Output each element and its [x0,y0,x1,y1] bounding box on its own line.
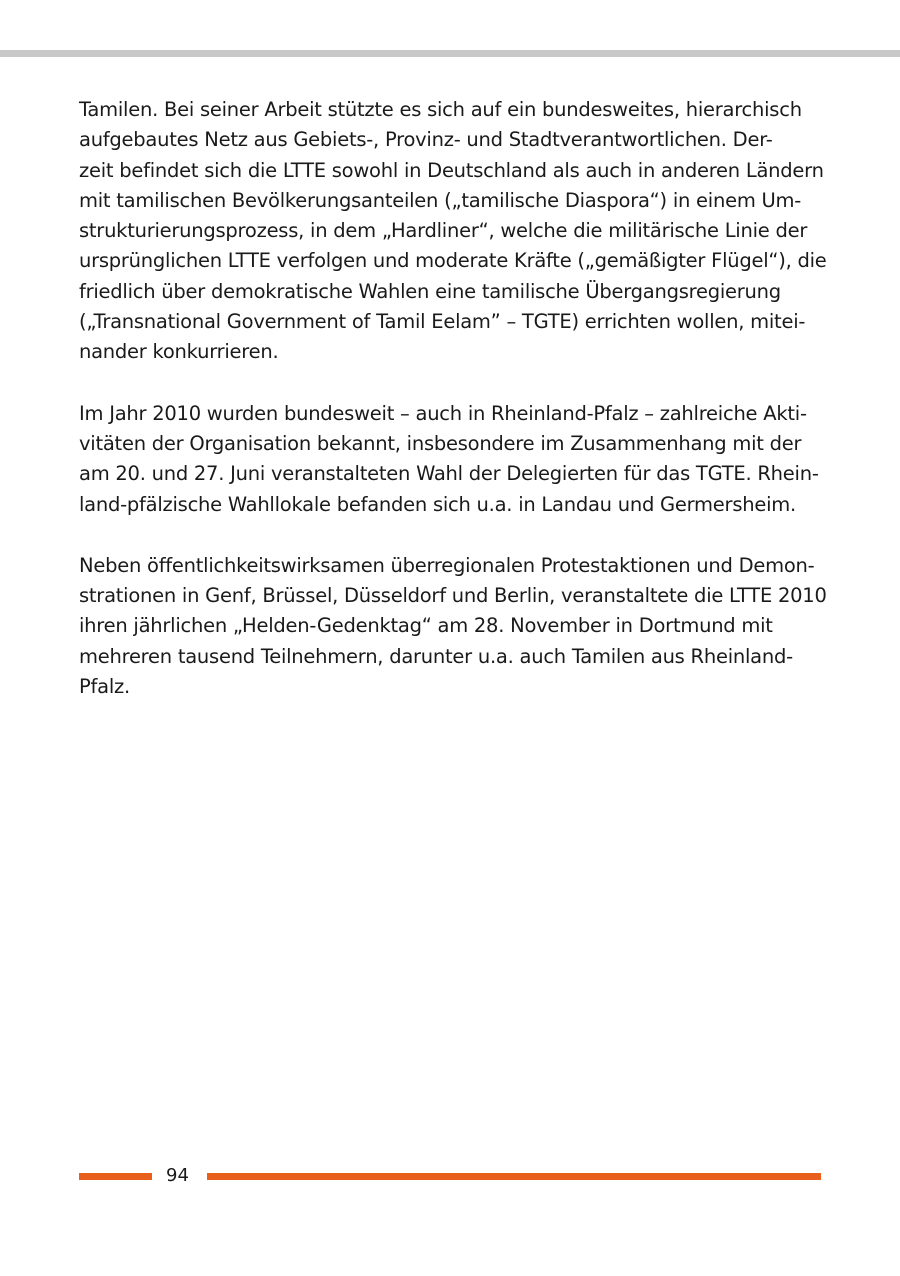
footer-rule-left [79,1173,152,1180]
text-line: land-pfälzische Wahllokale befanden sich u.a. in Landau und Germersheim. [79,492,796,516]
text-line: Tamilen. Bei seiner Arbeit stützte es sich auf ein bundesweites, hierarchisch [79,98,802,121]
text-line: aufgebautes Netz aus Gebiets-, Provinz- und Stadtverantwortlichen. Der- [79,128,773,152]
text-line: Im Jahr 2010 wurden bundesweit – auch in Rheinland-Pfalz – zahlreiche Akti- [79,401,807,425]
paragraph [79,399,824,520]
footer-rule-right [207,1173,821,1180]
text-line: Pfalz. [79,675,130,699]
page-footer [79,1164,821,1188]
text-line: ursprünglichen LTTE verfolgen und moderate Kräfte („gemäßigter Flügel“), die [79,249,827,273]
text-line: nander konkurrieren. [79,340,279,364]
text-line: zeit befindet sich die LTTE sowohl in Deutschland als auch in anderen Ländern [79,158,824,182]
text-line: mit tamilischen Bevölkerungsanteilen („tamilische Diaspora“) in einem Um- [79,188,802,212]
text-line: am 20. und 27. Juni veranstalteten Wahl der Delegierten für das TGTE. Rhein- [79,462,819,486]
text-line: ihren jährlichen „Helden-Gedenktag“ am 28. November in Dortmund mit [79,614,773,638]
page-content [79,95,827,733]
text-line: strationen in Genf, Brüssel, Düsseldorf und Berlin, veranstaltete die LTTE 2010 [79,584,827,608]
paragraph [79,95,827,368]
top-rule [0,50,900,57]
paragraph [79,551,827,702]
text-line: Neben öffentlichkeitswirksamen überregionalen Protestaktionen und Demon- [79,553,815,577]
text-line: („Transnational Government of Tamil Eelam” – TGTE) errichten wollen, mitei- [79,310,806,334]
page-number: 94 [166,1165,189,1186]
text-line: friedlich über demokratische Wahlen eine tamilische Übergangsregierung [79,279,781,303]
text-line: strukturierungsprozess, in dem „Hardliner“, welche die militärische Linie der [79,219,808,243]
text-line: mehreren tausend Teilnehmern, darunter u.a. auch Tamilen aus Rheinland- [79,644,793,668]
text-line: vitäten der Organisation bekannt, insbesondere im Zusammenhang mit der [79,431,802,455]
